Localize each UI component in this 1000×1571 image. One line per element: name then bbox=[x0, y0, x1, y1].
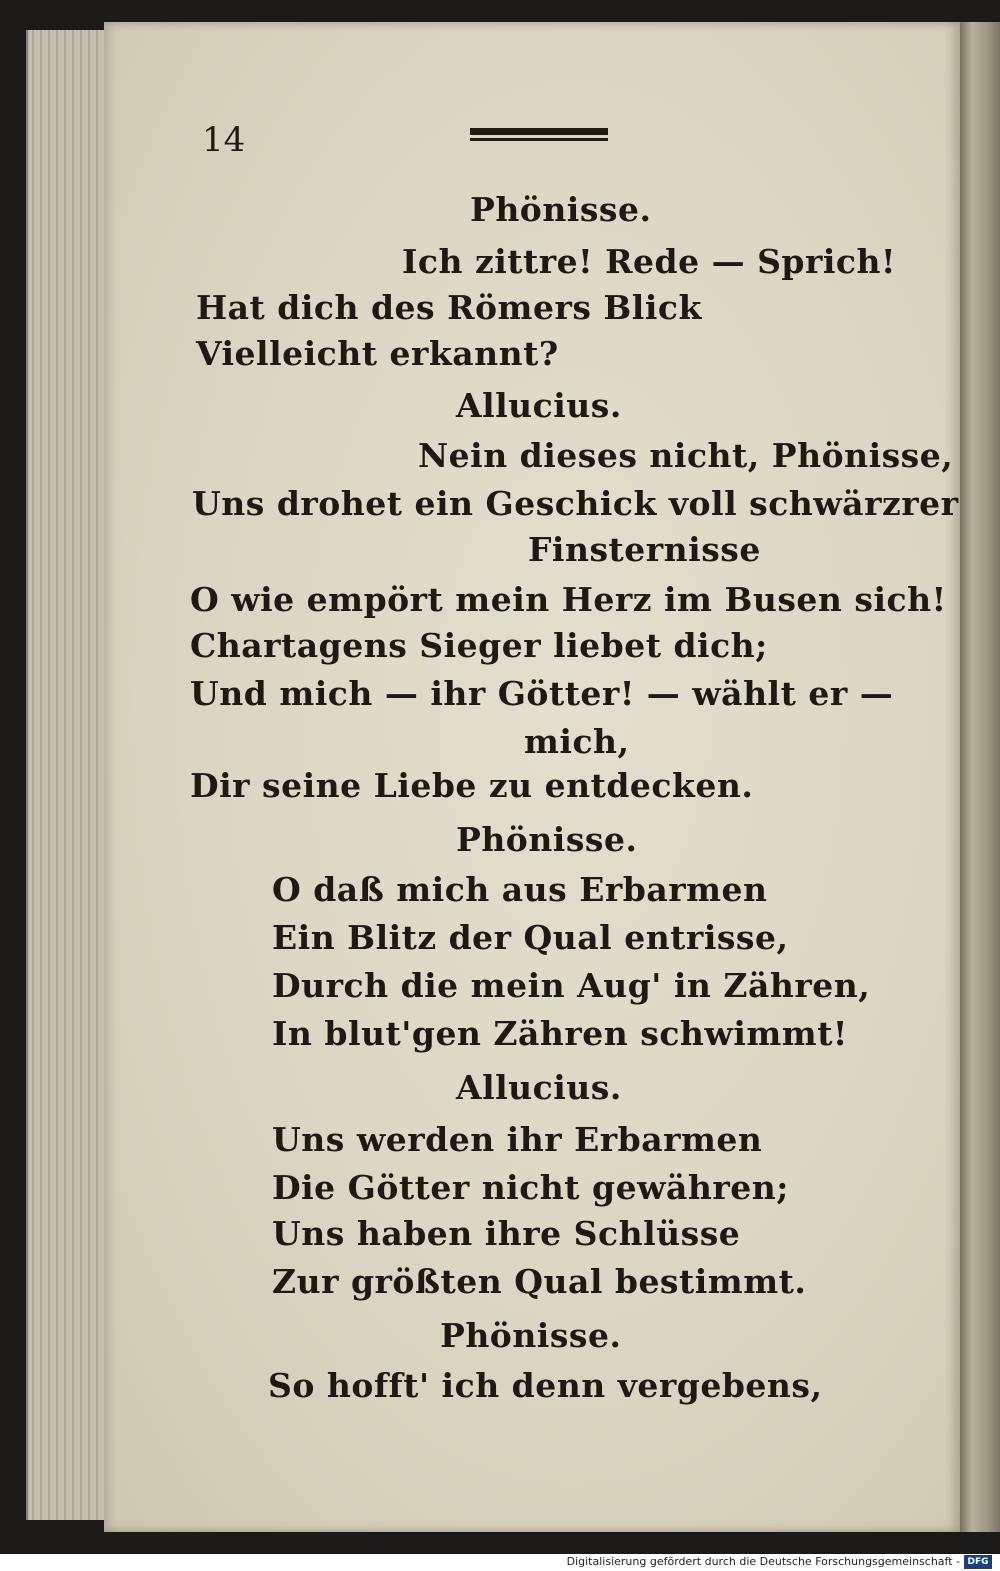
verse-line: Zur größten Qual bestimmt. bbox=[272, 1262, 807, 1301]
speaker-line: Phönisse. bbox=[470, 190, 652, 229]
header-rule-thin bbox=[470, 138, 608, 141]
verse-line: In blut'gen Zähren schwimmt! bbox=[272, 1014, 848, 1053]
verse-line: Uns werden ihr Erbarmen bbox=[272, 1120, 763, 1159]
verse-line: Die Götter nicht gewähren; bbox=[272, 1168, 789, 1207]
footer-credit: Digitalisierung gefördert durch die Deutsche Forschungsgemeinschaft - bbox=[566, 1555, 960, 1568]
verse-line: Ein Blitz der Qual entrisse, bbox=[272, 918, 789, 957]
header-rule-thick bbox=[470, 128, 608, 135]
verse-line: Vielleicht erkannt? bbox=[196, 334, 559, 373]
verse-line: So hofft' ich denn vergebens, bbox=[268, 1366, 823, 1405]
verse-line: Finsternisse bbox=[528, 530, 761, 569]
verse-line: O wie empört mein Herz im Busen sich! bbox=[190, 580, 947, 619]
verse-line: Und mich — ihr Götter! — wählt er — bbox=[190, 674, 894, 713]
verse-line: O daß mich aus Erbarmen bbox=[272, 870, 768, 909]
verse-line: Nein dieses nicht, Phönisse, bbox=[418, 436, 954, 475]
verse-line: mich, bbox=[524, 722, 630, 761]
verse-line: Hat dich des Römers Blick bbox=[196, 288, 702, 327]
speaker-line: Allucius. bbox=[456, 1068, 622, 1107]
header-rule bbox=[470, 128, 608, 144]
verse-line: Uns haben ihre Schlüsse bbox=[272, 1214, 741, 1253]
verse-line: Durch die mein Aug' in Zähren, bbox=[272, 966, 871, 1005]
book-fold-edge bbox=[958, 22, 1000, 1532]
speaker-line: Phönisse. bbox=[440, 1316, 622, 1355]
page-number: 14 bbox=[202, 120, 246, 160]
speaker-line: Allucius. bbox=[456, 386, 622, 425]
dfg-logo: DFG bbox=[964, 1555, 992, 1569]
verse-line: Ich zittre! Rede — Sprich! bbox=[402, 242, 896, 281]
verse-line: Dir seine Liebe zu entdecken. bbox=[190, 766, 754, 805]
verse-line: Uns drohet ein Geschick voll schwärzrer bbox=[192, 484, 959, 523]
speaker-line: Phönisse. bbox=[456, 820, 638, 859]
page-stack-edge bbox=[26, 30, 110, 1520]
verse-line: Chartagens Sieger liebet dich; bbox=[190, 626, 768, 665]
